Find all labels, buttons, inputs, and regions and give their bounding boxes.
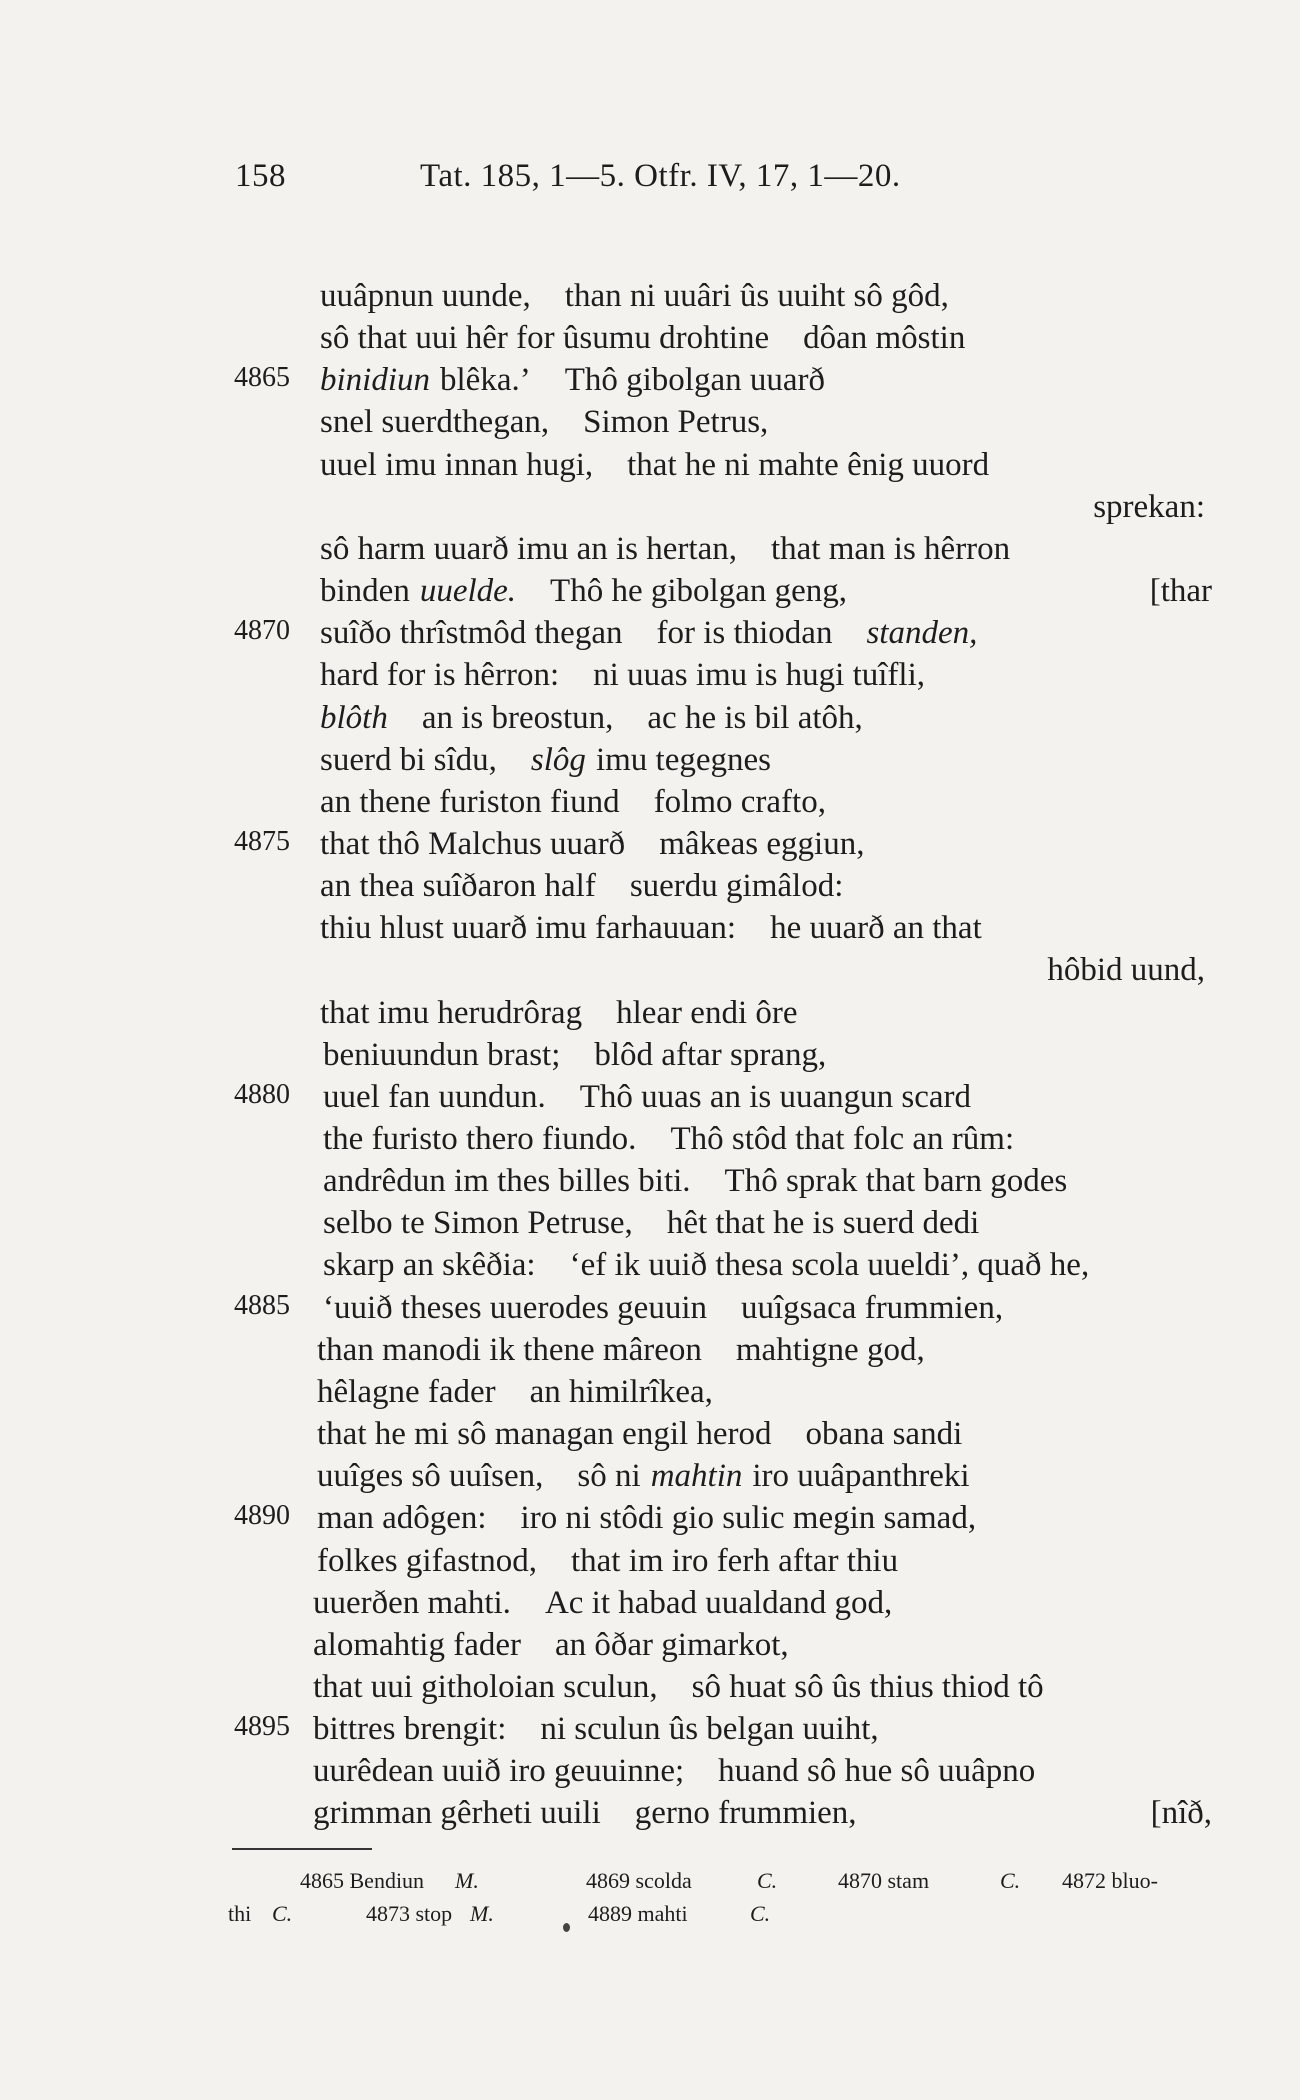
verse-half-line: iro uuâpanthreki — [752, 1458, 970, 1495]
line-number: 4890 — [234, 1500, 290, 1532]
verse-line — [0, 1374, 1300, 1416]
verse-half-line: imu tegegnes — [595, 741, 771, 778]
verse-line — [0, 1753, 1300, 1795]
verse-half-line: hôbid uund, — [1047, 952, 1205, 989]
verse-half-line: an is breostun, — [421, 699, 614, 736]
verse-half-line: mâkeas eggiun, — [659, 825, 865, 862]
verse-line — [0, 1458, 1300, 1500]
verse-half-line: Thô stôd that folc an rûm: — [670, 1121, 1015, 1157]
verse-line — [0, 742, 1300, 784]
verse-half-line: that imu herudrôrag — [320, 994, 583, 1031]
verse-half-line: that uui githoloian sculun, — [313, 1668, 658, 1705]
verse-half-line: the furisto thero fiundo. — [323, 1121, 637, 1157]
line-number: 4895 — [234, 1711, 290, 1743]
verse-half-line: suerd bi sîdu, — [320, 741, 497, 778]
verse-half-line: slôg — [530, 741, 586, 778]
verse-half-line: binidiun — [320, 362, 431, 399]
verse-half-line: uuel imu innan hugi, — [320, 446, 594, 483]
verse-half-line: sprekan: — [1093, 488, 1205, 525]
verse-half-line: binden — [320, 573, 410, 610]
verse-line — [0, 1037, 1300, 1079]
verse-line — [0, 700, 1300, 742]
verse-half-line: than manodi ik thene mâreon — [317, 1331, 702, 1368]
verse-half-line: uuâpnun uunde, — [320, 278, 531, 314]
verse-half-line: that he ni mahte ênig uuord — [627, 446, 990, 483]
verse-half-line: mahtin — [650, 1458, 743, 1495]
verse-half-line: man adôgen: — [317, 1500, 487, 1537]
verse-half-line: ni sculun ûs belgan uuiht, — [540, 1711, 879, 1748]
verse-line — [0, 1205, 1300, 1247]
footnote-entry: C. — [1000, 1868, 1021, 1893]
verse-line — [0, 1290, 1300, 1332]
verse-half-line: bittres brengit: — [313, 1711, 507, 1748]
verse-line — [0, 1543, 1300, 1585]
footnote-entry: 4873 stop — [366, 1901, 453, 1926]
verse-line — [0, 573, 1300, 615]
verse-half-line: an himilrîkea, — [529, 1373, 713, 1410]
verse-half-line: sô huat sô ûs thius thiod tô — [691, 1668, 1044, 1705]
verse-half-line: uurêdean uuið iro geuuinne; — [313, 1753, 685, 1790]
verse-half-line: ac he is bil atôh, — [647, 699, 863, 736]
verse-half-line: huand sô hue sô uuâpno — [718, 1753, 1036, 1790]
verse-half-line: uuelde. — [419, 573, 517, 610]
verse-half-line: sô harm uuarð imu an is hertan, — [320, 530, 737, 567]
footnote-entry: 4869 scolda — [586, 1868, 692, 1893]
line-number: 4880 — [234, 1078, 290, 1110]
verse-line — [0, 278, 1300, 320]
verse-half-line: standen, — [866, 615, 978, 652]
line-number: 4865 — [234, 362, 290, 394]
verse-half-line: than ni uuâri ûs uuiht sô gôd, — [564, 278, 949, 314]
ink-speck — [563, 1923, 570, 1932]
verse-half-line: thiu hlust uuarð imu farhauuan: — [320, 910, 737, 947]
verse-line — [0, 404, 1300, 446]
verse-half-line: uuîgsaca frummien, — [741, 1289, 1004, 1326]
verse-half-line: ‘ef ik uuið thesa scola uueldi’, quað he, — [569, 1247, 1090, 1284]
verse-half-line: selbo te Simon Petruse, — [323, 1205, 633, 1242]
footnote-rule — [232, 1848, 372, 1850]
verse-line — [0, 1416, 1300, 1458]
verse-half-line: Thô he gibolgan geng, — [550, 573, 847, 610]
verse-line — [0, 910, 1300, 952]
verse-half-line: an thea suîðaron half — [320, 868, 596, 905]
footnote-entry: C. — [750, 1901, 771, 1926]
verse-half-line: Thô gibolgan uuarð — [564, 362, 825, 399]
verse-line — [0, 1585, 1300, 1627]
verse-half-line: sô that uui hêr for ûsumu drohtine — [320, 320, 770, 357]
verse-line — [0, 657, 1300, 699]
verse-line — [0, 868, 1300, 910]
verse-half-line: folmo crafto, — [653, 783, 826, 820]
verse-half-line: suerdu gimâlod: — [629, 868, 844, 905]
verse-line — [0, 1669, 1300, 1711]
verse-line — [0, 1247, 1300, 1289]
verse-half-line: Thô uuas an is uuangun scard — [579, 1078, 972, 1115]
line-number: 4875 — [234, 825, 290, 857]
verse-line — [0, 531, 1300, 573]
verse-line — [0, 362, 1300, 404]
verse-overflow: [thar — [1149, 573, 1212, 610]
verse-half-line: Ac it habad uualdand god, — [544, 1584, 893, 1621]
verse-line — [0, 826, 1300, 868]
verse-line — [0, 615, 1300, 657]
verse-half-line: obana sandi — [805, 1416, 963, 1453]
verse-line — [0, 1500, 1300, 1542]
verse-overflow: [nîð, — [1150, 1795, 1212, 1832]
verse-half-line: dôan môstin — [803, 320, 966, 357]
verse-line — [0, 1332, 1300, 1374]
verse-half-line: for is thiodan — [656, 615, 833, 652]
section-reference: Tat. 185, 1—5. Otfr. IV, 17, 1—20. — [420, 158, 901, 194]
verse-line — [0, 320, 1300, 362]
verse-half-line: uuîges sô uuîsen, — [317, 1458, 544, 1495]
verse-half-line: that man is hêrron — [770, 530, 1011, 567]
verse-half-line: mahtigne god, — [735, 1331, 925, 1368]
verse-half-line: that he mi sô managan engil herod — [317, 1416, 772, 1453]
page-number: 158 — [235, 158, 286, 194]
footnote-entry: C. — [757, 1868, 778, 1893]
verse-half-line: gerno frummien, — [634, 1795, 857, 1832]
verse-half-line: Simon Petrus, — [583, 404, 769, 441]
footnote-entry: 4872 bluo- — [1062, 1868, 1158, 1893]
verse-half-line: an thene furiston fiund — [320, 783, 620, 820]
verse-line — [0, 995, 1300, 1037]
verse-half-line: that im iro ferh aftar thiu — [570, 1542, 899, 1579]
verse-line — [0, 784, 1300, 826]
verse-line — [0, 489, 1300, 531]
verse-line — [0, 1627, 1300, 1669]
verse-half-line: an ôðar gimarkot, — [555, 1626, 789, 1663]
verse-half-line: uuerðen mahti. — [313, 1584, 511, 1621]
footnote-entry: C. — [272, 1901, 293, 1926]
verse-half-line: skarp an skêðia: — [323, 1247, 536, 1284]
footnote-entry: M. — [455, 1868, 479, 1893]
line-number: 4885 — [234, 1289, 290, 1321]
verse-half-line: uuel fan uundun. — [323, 1078, 546, 1115]
verse-half-line: blôd aftar sprang, — [594, 1036, 827, 1073]
verse-line — [0, 1079, 1300, 1121]
verse-line — [0, 1163, 1300, 1205]
verse-half-line: sô ni — [577, 1458, 641, 1495]
footnote-entry: 4865 Bendiun — [300, 1868, 425, 1893]
footnote-entry: thi — [228, 1901, 252, 1926]
verse-line — [0, 1711, 1300, 1753]
verse-half-line: grimman gêrheti uuili — [313, 1795, 601, 1832]
verse-line — [0, 447, 1300, 489]
footnote-entry: 4889 mahti — [588, 1901, 688, 1926]
verse-half-line: that thô Malchus uuarð — [320, 825, 626, 862]
verse-half-line: Thô sprak that barn godes — [724, 1163, 1068, 1200]
verse-half-line: beniuundun brast; — [323, 1036, 561, 1073]
verse-half-line: hlear endi ôre — [616, 994, 798, 1031]
verse-half-line: blôth — [320, 699, 388, 736]
footnote-entry: 4870 stam — [838, 1868, 930, 1893]
footnote-entry: M. — [470, 1901, 494, 1926]
verse-line — [0, 1121, 1300, 1163]
verse-half-line: ‘uuið theses uuerodes geuuin — [323, 1289, 707, 1326]
verse-half-line: suîðo thrîstmôd thegan — [320, 615, 623, 652]
verse-half-line: folkes gifastnod, — [317, 1542, 537, 1579]
verse-line — [0, 952, 1300, 994]
verse-half-line: ni uuas imu is hugi tuîfli, — [593, 657, 926, 694]
verse-half-line: blêka.’ — [440, 362, 531, 399]
verse-half-line: hêt that he is suerd dedi — [666, 1205, 980, 1242]
verse-half-line: hard for is hêrron: — [320, 657, 560, 694]
verse-half-line: he uuarð an that — [770, 910, 982, 947]
verse-half-line: andrêdun im thes billes biti. — [323, 1163, 691, 1200]
verse-half-line: alomahtig fader — [313, 1626, 521, 1663]
line-number: 4870 — [234, 615, 290, 647]
verse-half-line: iro ni stôdi gio sulic megin samad, — [520, 1500, 977, 1537]
verse-half-line: hêlagne fader — [317, 1373, 496, 1410]
verse-half-line: snel suerdthegan, — [320, 404, 550, 441]
verse-line — [0, 1795, 1300, 1837]
